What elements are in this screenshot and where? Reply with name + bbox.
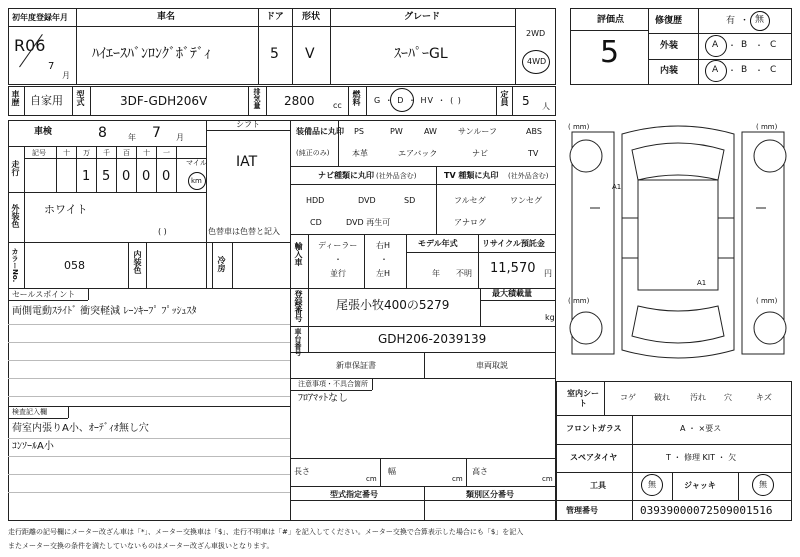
interior-sheet-item: 汚れ [690, 393, 706, 402]
car-name-label: 車名 [157, 12, 176, 22]
mileage-unit-label: 百 [123, 149, 130, 157]
interior-color-label: 内装色 [133, 250, 142, 274]
chassis-value: GDH206-2039139 [378, 332, 487, 346]
equipment-item: PW [390, 127, 403, 136]
exterior-b: B [741, 40, 748, 50]
score-label: 評価点 [597, 15, 625, 25]
color-paren: ( ) [158, 227, 167, 236]
import-dot: ・ [334, 255, 342, 264]
import-left-h: 左H [376, 269, 391, 278]
recycle-yen: 円 [544, 269, 552, 278]
mileage-label: 走行 [11, 160, 20, 176]
score-value: 5 [600, 35, 620, 70]
shape-label: 形状 [302, 12, 321, 22]
exterior-dot-1: ・ [728, 41, 736, 50]
car-damage-diagram [560, 108, 796, 378]
mileage-digit: 1 [82, 169, 91, 184]
import-parallel: 並行 [330, 269, 346, 278]
diagram-mm-4: ( mm) [756, 297, 778, 305]
interior-sheet-item: コゲ [620, 393, 636, 402]
diagram-mark-a1-bottom: A1 [697, 279, 707, 287]
import-dealer: ディーラー [318, 241, 358, 250]
diagram-mark-a1-top: A1 [612, 183, 622, 191]
mileage-mark-label: 記号 [32, 149, 46, 157]
model-label: 型式 [76, 90, 85, 106]
navi-label: ナビ種類に丸印 [318, 171, 374, 180]
color-note: 色替車は色替と記入 [208, 227, 280, 236]
model-value: 3DF-GDH206V [120, 94, 208, 108]
color-no-label: カラーNo. [11, 248, 19, 283]
inspection-notes-line2: ｺﾝｿｰﾙA小 [12, 441, 54, 452]
inspection-month-unit: 月 [176, 133, 184, 142]
model-year-unit: 年 [432, 269, 440, 278]
interior-dot-1: ・ [728, 66, 736, 75]
interior-dot-2: ・ [755, 66, 763, 75]
sales-point-text: 両側電動ｽﾗｲﾄﾞ 衝突軽減 ﾚｰﾝｷｰﾌﾟ ﾌﾟｯｼｭｽﾀ [12, 306, 197, 317]
diagram-mm-1: ( mm) [568, 123, 590, 131]
notes-value: ﾌﾛｱﾏｯﾄなし [298, 393, 348, 404]
footer-line2: またメーター交換の条件を満たしていないものはメーター改ざん車扱いとなります。 [8, 542, 274, 550]
max-load-label: 最大積載量 [492, 289, 532, 298]
shift-value: IAT [236, 154, 258, 170]
first-reg-year: R06 [14, 36, 46, 55]
mileage-unit-label: 万 [83, 149, 90, 157]
interior-sheet-item: 穴 [724, 393, 732, 402]
fuel-label: 燃料 [352, 90, 361, 106]
repair-yes: 有 [726, 16, 736, 26]
spare-label: スペアタイヤ [570, 453, 618, 462]
color-label: 外装色 [11, 204, 20, 228]
car-name: ﾊｲｴｰｽﾊﾞﾝﾛﾝｸﾞﾎﾞﾃﾞｨ [92, 46, 211, 62]
mileage-unit-label: 千 [103, 149, 110, 157]
inspection-year-unit: 年 [128, 133, 136, 142]
use-value: 自家用 [30, 94, 63, 107]
equipment-item: エアバック [398, 149, 438, 158]
inspection-notes-label: 検査記入欄 [12, 408, 47, 416]
equipment-label: 装備品に丸印 [296, 127, 344, 136]
navi-item: CD [310, 218, 322, 227]
navi-item: DVD 再生可 [346, 218, 391, 227]
first-reg-month: 7 [48, 61, 55, 72]
navi-item: HDD [306, 196, 325, 205]
type-designation-label: 型式指定番号 [330, 490, 378, 499]
equipment-item: ナビ [472, 149, 488, 158]
equipment-item: AW [424, 127, 437, 136]
import-right-h: 右H [376, 241, 391, 250]
fuel-options: G ・ D ・ HV ・ ( ) [374, 96, 462, 105]
use-label: 車歴 [11, 90, 20, 106]
equipment-item: 本革 [352, 149, 368, 158]
interior-a: A [712, 65, 719, 75]
cooler-label: 冷房 [217, 256, 226, 272]
registration-label: 登録番号 [294, 290, 303, 322]
recycle-label: リサイクル預託金 [482, 239, 545, 248]
mileage-unit-label: 十 [63, 149, 70, 157]
interior-b: B [741, 65, 748, 75]
capacity-value: 5 [522, 94, 530, 108]
tv-item: ワンセグ [510, 196, 542, 205]
door-label: ドア [266, 12, 284, 22]
management-value: 03939000072509001516 [640, 504, 773, 517]
inspection-year: 8 [98, 125, 107, 141]
tv-label: TV 種類に丸印 [444, 171, 499, 180]
equipment-item: PS [354, 127, 364, 136]
height-unit: cm [542, 475, 553, 483]
first-reg-month-unit: 月 [62, 71, 70, 80]
displacement-value: 2800 [284, 94, 315, 108]
mileage-digit: 0 [142, 169, 151, 184]
exterior-c: C [770, 40, 777, 50]
equipment-item: ABS [526, 127, 542, 136]
import-label: 輸入車 [294, 242, 303, 266]
grade-label: グレード [404, 12, 441, 22]
management-label: 管理番号 [566, 506, 598, 515]
sales-point-label: セールスポイント [12, 290, 76, 299]
registration-value: 尾張小牧400の5279 [336, 298, 450, 312]
inspection-notes-line1: 荷室内張りA小、ｵｰﾃﾞｨｵ無し穴 [12, 423, 149, 434]
exterior-dot-2: ・ [755, 41, 763, 50]
km-label: km [191, 177, 202, 185]
recycle-value: 11,570 [490, 261, 536, 276]
inspection-label: 車検 [34, 127, 53, 137]
inspection-month: 7 [152, 125, 161, 141]
interior-sheet-label: 室内シート [567, 389, 599, 408]
diagram-mm-2: ( mm) [756, 123, 778, 131]
width-label: 幅 [388, 467, 396, 476]
interior-c: C [770, 65, 777, 75]
jack-value: 無 [759, 480, 767, 489]
exterior-label: 外装 [660, 41, 679, 51]
color-value: ホワイト [44, 203, 88, 216]
length-label: 長さ [294, 467, 310, 476]
drive-4wd: 4WD [527, 57, 547, 66]
repair-label: 修復歴 [655, 16, 683, 26]
equipment-item: サンルーフ [458, 127, 497, 136]
notes-label: 注意事項・不具合箇所 [298, 380, 368, 388]
navi-item: DVD [358, 196, 376, 205]
mileage-unit-label: 十 [143, 149, 150, 157]
length-unit: cm [366, 475, 377, 483]
windshield-options: A ・ ×要ス [680, 424, 722, 433]
spare-options: T ・ 修理 KIT ・ 欠 [666, 453, 737, 462]
warranty-label: 新車保証書 [336, 361, 376, 370]
shift-label: シフト [236, 120, 260, 129]
mile-label: マイル [186, 159, 207, 167]
grade-value: ｽｰﾊﾟｰGL [394, 46, 448, 62]
tv-item: アナログ [454, 218, 486, 227]
tools-value: 無 [648, 480, 656, 489]
capacity-unit: 人 [542, 102, 550, 111]
capacity-label: 定員 [500, 90, 509, 106]
footer-line1: 走行距離の記号欄にメーター改ざん車は「*」、メーター交換車は「$」、走行不明車は「#」を記入してください。メーター交換で合算表示した場合にも「$」を記入 [8, 528, 524, 536]
interior-sheet-item: キズ [756, 393, 772, 402]
manual-label: 車両取説 [476, 361, 508, 370]
max-load-unit: kg [545, 313, 555, 322]
model-year-unknown: 不明 [456, 269, 472, 278]
door-count: 5 [270, 46, 279, 62]
interior-label: 内装 [660, 66, 679, 76]
mileage-digit: 5 [102, 169, 111, 184]
diagram-mm-3: ( mm) [568, 297, 590, 305]
equipment-item: TV [528, 149, 539, 158]
import-dot-2: ・ [380, 255, 388, 264]
mileage-digit: 0 [162, 169, 171, 184]
windshield-label: フロントガラス [566, 424, 622, 433]
first-reg-label: 初年度登録年月 [12, 13, 68, 22]
mileage-unit-label: 一 [163, 149, 170, 157]
mileage-digit: 0 [122, 169, 131, 184]
repair-no: 無 [755, 15, 765, 25]
fuel-diesel-circle [390, 88, 414, 112]
tv-item: フルセグ [454, 196, 486, 205]
exterior-a: A [712, 40, 719, 50]
jack-label: ジャッキ [684, 481, 716, 490]
color-no-value: 058 [64, 259, 85, 272]
chassis-label: 車台番号 [294, 328, 302, 356]
body-shape: V [305, 46, 315, 62]
width-unit: cm [452, 475, 463, 483]
navi-sub: (社外品含む) [376, 172, 417, 180]
displacement-unit: cc [333, 101, 342, 110]
interior-sheet-item: 破れ [654, 393, 670, 402]
tools-label: 工具 [590, 481, 606, 490]
height-label: 高さ [472, 467, 488, 476]
drive-2wd: 2WD [526, 29, 546, 38]
category-label: 類別区分番号 [466, 490, 514, 499]
equipment-sublabel: (純正のみ) [296, 149, 330, 157]
navi-item: SD [404, 196, 416, 205]
tv-sub: (社外品含む) [508, 172, 549, 180]
repair-dot: ・ [740, 16, 750, 26]
model-year-label: モデル年式 [418, 239, 458, 248]
displacement-label: 排気量 [253, 88, 261, 109]
